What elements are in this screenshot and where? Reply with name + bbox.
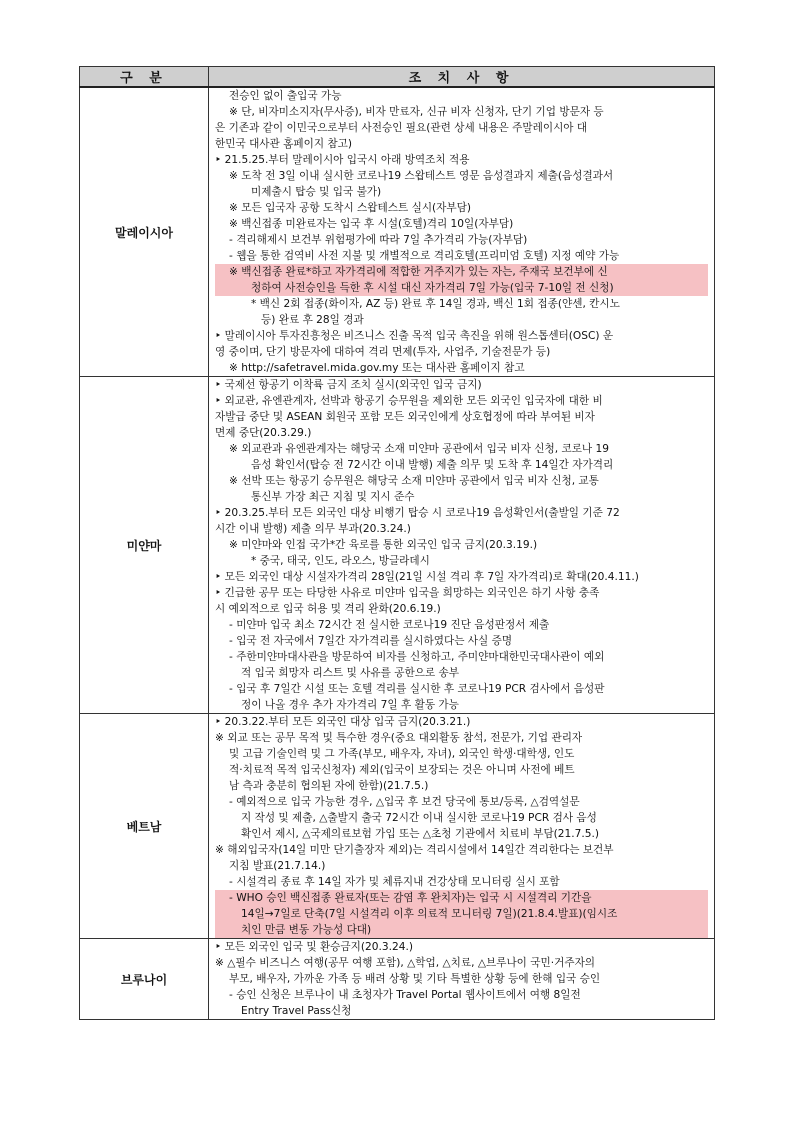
text-line: 부모, 배우자, 가까운 가족 등 배려 상황 및 기타 특별한 상황 등에 한해 입국 승인 [229, 973, 601, 985]
text-line: 영 중이며, 단기 방문자에 대하여 격리 면제(투자, 사업주, 기술전문가 등) [215, 346, 551, 358]
text-line: - 입국 후 7일간 시설 또는 호텔 격리를 실시한 후 코로나19 PCR 검사에서 음성판 [229, 683, 605, 695]
text-line: ‣ 20.3.22.부터 모든 외국인 대상 입국 금지(20.3.21.) [215, 716, 471, 728]
text-line: ‣ 국제선 항공기 이착륙 금지 조치 실시(외국인 입국 금지) [215, 379, 482, 391]
text-line: ※ 도착 전 3일 이내 실시한 코로나19 스왑테스트 영문 음성결과지 제출(음성결과서 [229, 170, 614, 182]
text-line: ‣ 모든 외국인 입국 및 환승금지(20.3.24.) [215, 941, 413, 953]
document-page [79, 66, 715, 1020]
text-line: 및 고급 기술인력 및 그 가족(부모, 배우자, 자녀), 외국인 학생·대학생, 인도 [229, 748, 575, 760]
text-line: - 미얀마 입국 최소 72시간 전 실시한 코로나19 진단 음성판정서 제출 [229, 619, 550, 631]
text-line: 은 기존과 같이 이민국으로부터 사전승인 필요(관련 상세 내용은 주말레이시아 대 [215, 122, 588, 134]
country-cell: 브루나이 [80, 939, 209, 1020]
text-line: ‣ 모든 외국인 대상 시설자가격리 28일(21일 시설 격리 후 7일 자가격리)로 확대(20.4.11.) [215, 571, 639, 583]
text-line: ※ 모든 입국자 공항 도착시 스왑테스트 실시(자부담) [229, 202, 472, 214]
header-measures: 조 치 사 항 [209, 67, 715, 88]
measures-cell [209, 939, 715, 1020]
text-line: 한민국 대사관 홈페이지 참고) [215, 138, 353, 150]
text-line: - 웹을 통한 검역비 사전 지불 및 개별적으로 격리호텔(프리미엄 호텔) 지정 예약 가능 [229, 250, 620, 262]
text-line: ‣ 20.3.25.부터 모든 외국인 대상 비행기 탑승 시 코로나19 음성확인서(출발일 기준 72 [215, 507, 620, 519]
highlighted-text-line: 치인 만큼 변동 가능성 다대) [215, 922, 708, 938]
measures-cell [209, 714, 715, 939]
text-line: 적 입국 희망자 리스트 및 사유를 공한으로 송부 [241, 667, 460, 679]
text-line: ※ 단, 비자미소지자(무사증), 비자 만료자, 신규 비자 신청자, 단기 기업 방문자 등 [229, 106, 604, 118]
text-line: * 백신 2회 접종(화이자, AZ 등) 완료 후 14일 경과, 백신 1회 접종(얀센, 칸시노 [251, 298, 620, 310]
text-line: ※ 외교 또는 공무 목적 및 특수한 경우(중요 대외활동 참석, 전문가, 기업 관리자 [215, 732, 583, 744]
country-cell: 베트남 [80, 714, 209, 939]
highlighted-text-line: 14일→7일로 단축(7일 시설격리 이후 의료적 모니터링 7일)(21.8.4.발표)(임시조 [215, 906, 708, 922]
table-row [80, 939, 715, 1020]
table-body [80, 87, 715, 1020]
text-line: ※ 선박 또는 항공기 승무원은 해당국 소재 미얀마 공관에서 입국 비자 신청, 교통 [229, 475, 599, 487]
text-line: 면제 중단(20.3.29.) [215, 427, 312, 439]
text-line: 등) 완료 후 28일 경과 [261, 314, 364, 326]
text-line: 확인서 제시, △국제의료보험 가입 또는 △초청 기관에서 치료비 부담(21.7.5.) [241, 828, 600, 840]
measures-cell [209, 87, 715, 377]
text-line: 시간 이내 발행) 제출 의무 부과(20.3.24.) [215, 523, 411, 535]
text-line: ※ △필수 비즈니스 여행(공무 여행 포함), △학업, △치료, △브루나이 국민·거주자의 [215, 957, 596, 969]
text-line: ※ 미얀마와 인접 국가*간 육로를 통한 외국인 입국 금지(20.3.19.) [229, 539, 538, 551]
measures-table [79, 66, 715, 1020]
highlighted-text-line: - WHO 승인 백신접종 완료자(또는 감염 후 완치자)는 입국 시 시설격리 기간을 [215, 890, 708, 906]
text-line: - 예외적으로 입국 가능한 경우, △입국 후 보건 당국에 통보/등록, △검역설문 [229, 796, 580, 808]
text-line: 적·치료적 목적 입국신청자) 제외(입국이 보장되는 것은 아니며 사전에 베트 [229, 764, 575, 776]
text-line: - 입국 전 자국에서 7일간 자가격리를 실시하였다는 사실 증명 [229, 635, 513, 647]
text-line: ※ 해외입국자(14일 미만 단기출장자 제외)는 격리시설에서 14일간 격리한다는 보건부 [215, 844, 614, 856]
text-line: ※ 외교관과 유엔관계자는 해당국 소재 미얀마 공관에서 입국 비자 신청, 코로나 19 [229, 443, 610, 455]
text-line: - 주한미얀마대사관을 방문하여 비자를 신청하고, 주미얀마대한민국대사관이 예외 [229, 651, 605, 663]
country-cell: 미얀마 [80, 377, 209, 714]
text-line: ※ 백신접종 미완료자는 입국 후 시설(호텔)격리 10일(자부담) [229, 218, 514, 230]
text-line: - 격리해제시 보건부 위험평가에 따라 7일 추가격리 가능(자부담) [229, 234, 528, 246]
text-line: 지침 발표(21.7.14.) [229, 860, 326, 872]
table-row [80, 714, 715, 939]
text-line: 전승인 없이 출입국 가능 [229, 90, 342, 102]
highlighted-text-line: 청하여 사전승인을 득한 후 시설 대신 자가격리 7일 가능(입국 7-10일 전 신청) [215, 280, 708, 296]
text-line: 통신부 가장 최근 지침 및 지시 준수 [251, 491, 415, 503]
text-line: - 시설격리 종료 후 14일 자가 및 체류지내 건강상태 모니터링 실시 포함 [229, 876, 560, 888]
highlighted-text-line: ※ 백신접종 완료*하고 자가격리에 적합한 거주지가 있는 자는, 주재국 보건부에 신 [215, 264, 708, 280]
header-category: 구 분 [80, 67, 209, 88]
text-line: ‣ 21.5.25.부터 말레이시아 입국시 아래 방역조치 적용 [215, 154, 470, 166]
text-line: ‣ 외교관, 유엔관계자, 선박과 항공기 승무원을 제외한 모든 외국인 입국자에 대한 비 [215, 395, 603, 407]
text-line: * 중국, 태국, 인도, 라오스, 방글라데시 [251, 555, 430, 567]
text-line: ‣ 긴급한 공무 또는 타당한 사유로 미얀마 입국을 희망하는 외국인은 하기 사항 충족 [215, 587, 600, 599]
text-line: 미제출시 탑승 및 입국 불가) [251, 186, 382, 198]
table-row [80, 377, 715, 714]
text-line: ‣ 말레이시아 투자진흥청은 비즈니스 진출 목적 입국 촉진을 위해 원스톱센터(OSC) 운 [215, 330, 614, 342]
text-line: 정이 나올 경우 추가 자가격리 7일 후 활동 가능 [241, 699, 459, 711]
text-line: 자발급 중단 및 ASEAN 회원국 포함 모든 외국인에게 상호협정에 따라 부여된 비자 [215, 411, 595, 423]
table-row [80, 87, 715, 377]
text-line: - 승인 신청은 브루나이 내 초청자가 Travel Portal 웹사이트에서 여행 8일전 [229, 989, 581, 1001]
text-line: 시 예외적으로 입국 허용 및 격리 완화(20.6.19.) [215, 603, 441, 615]
text-line: 남 측과 충분히 협의된 자에 한함)(21.7.5.) [229, 780, 429, 792]
country-cell: 말레이시아 [80, 87, 209, 377]
text-line: 지 작성 및 제출, △출발지 출국 72시간 이내 실시한 코로나19 PCR 검사 음성 [241, 812, 597, 824]
table-header-row [80, 67, 715, 88]
measures-cell [209, 377, 715, 714]
text-line: ※ http://safetravel.mida.gov.my 또는 대사관 홈페이지 참고 [229, 362, 525, 374]
text-line: Entry Travel Pass신청 [241, 1005, 352, 1017]
text-line: 음성 확인서(탑승 전 72시간 이내 발행) 제출 의무 및 도착 후 14일간 자가격리 [251, 459, 614, 471]
